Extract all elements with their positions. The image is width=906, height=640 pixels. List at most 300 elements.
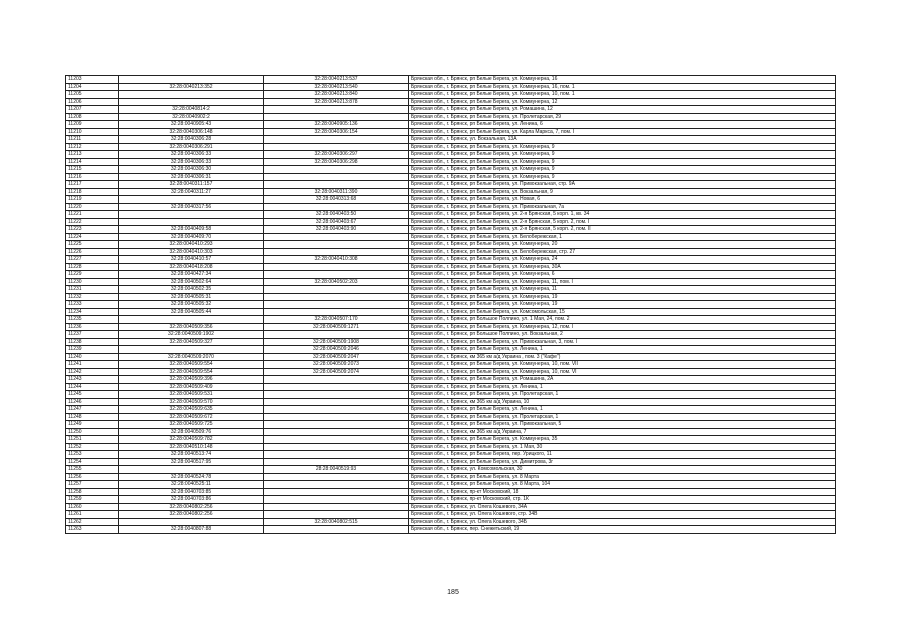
table-row (66, 83, 836, 91)
row-number-cell: 11254 (66, 458, 119, 466)
building-cadastral-number-cell (264, 421, 409, 429)
building-cadastral-number-cell (264, 173, 409, 181)
land-cadastral-number-cell: 32:28:0040505:44 (119, 308, 264, 316)
land-cadastral-number-cell: 32:28:0040505:32 (119, 301, 264, 309)
row-number-cell: 11242 (66, 368, 119, 376)
land-cadastral-number-cell (119, 316, 264, 324)
row-number-cell: 11246 (66, 398, 119, 406)
row-number-cell: 11261 (66, 511, 119, 519)
address-cell: Брянская обл., г. Брянск, рп Белые Берега, ул. Коммунерна, 30А (409, 263, 836, 271)
address-cell: Брянская обл., г. Брянск, рп Белые Берега, ул. Белобережская, 1 (409, 233, 836, 241)
land-cadastral-number-cell: 32:28:0040509:2070 (119, 353, 264, 361)
building-cadastral-number-cell (264, 511, 409, 519)
cadastral-register-table (65, 75, 836, 534)
row-number-cell: 11240 (66, 353, 119, 361)
address-cell: Брянская обл., г. Брянск, рп Белые Берега, ул. Коммунерна, 11, пом. I (409, 278, 836, 286)
table-row (66, 488, 836, 496)
land-cadastral-number-cell: 32:28:0040509:570 (119, 398, 264, 406)
land-cadastral-number-cell: 32:28:0040814:2 (119, 106, 264, 114)
row-number-cell: 11247 (66, 406, 119, 414)
building-cadastral-number-cell (264, 481, 409, 489)
table-row (66, 458, 836, 466)
address-cell: Брянская обл., г. Брянск, рп Белые Берега, ул. 2-я Брянская, 5 корп. 2, пом. I (409, 218, 836, 226)
row-number-cell: 11224 (66, 233, 119, 241)
address-cell: Брянская обл., г. Брянск, рп Белые Берега, ул. Коммунерна, 10, пом. 1 (409, 91, 836, 99)
table-row (66, 293, 836, 301)
address-cell: Брянская обл., г. Брянск, рп Белые Берега, ул. Коммунерна, 9 (409, 158, 836, 166)
row-number-cell: 11220 (66, 203, 119, 211)
land-cadastral-number-cell: 32:28:0040410:293 (119, 241, 264, 249)
table-row (66, 196, 836, 204)
address-cell: Брянская обл., г. Брянск, рп Белые Берега, ул. Коммунерна, 16, пом. 1 (409, 83, 836, 91)
table-row (66, 368, 836, 376)
row-number-cell: 11233 (66, 301, 119, 309)
row-number-cell: 11257 (66, 481, 119, 489)
land-cadastral-number-cell (119, 346, 264, 354)
building-cadastral-number-cell (264, 143, 409, 151)
address-cell: Брянская обл., г. Брянск, рп Белые Берега, ул. 2-я Брянская, 5 корп. 2, пом. II (409, 226, 836, 234)
table-row (66, 218, 836, 226)
address-cell: Брянская обл., г. Брянск, рп Белые Берега, ул. Вокзальная, 9 (409, 188, 836, 196)
building-cadastral-number-cell (264, 413, 409, 421)
address-cell: Брянская обл., г. Брянск, рп Белые Берега, ул. Коммунерна, 19 (409, 301, 836, 309)
address-cell: Брянская обл., г. Брянск, рп Белые Берега, ул. Ромашина, 2А (409, 376, 836, 384)
building-cadastral-number-cell (264, 436, 409, 444)
land-cadastral-number-cell (119, 518, 264, 526)
address-cell: Брянская обл., г. Брянск, рп Белые Берега, ул. Коммунерна, 9 (409, 166, 836, 174)
table-row (66, 421, 836, 429)
row-number-cell: 11256 (66, 473, 119, 481)
row-number-cell: 11210 (66, 128, 119, 136)
row-number-cell: 11231 (66, 286, 119, 294)
register-table-body (66, 76, 836, 534)
row-number-cell: 11216 (66, 173, 119, 181)
building-cadastral-number-cell: 32:28:0040403:50 (264, 211, 409, 219)
table-row (66, 211, 836, 219)
row-number-cell: 11236 (66, 323, 119, 331)
building-cadastral-number-cell: 32:28:0040213:840 (264, 91, 409, 99)
land-cadastral-number-cell: 32:28:0040509:356 (119, 323, 264, 331)
table-row (66, 466, 836, 474)
building-cadastral-number-cell: 32:28:0040313:68 (264, 196, 409, 204)
building-cadastral-number-cell (264, 383, 409, 391)
land-cadastral-number-cell (119, 98, 264, 106)
land-cadastral-number-cell: 32:28:0040410:303 (119, 248, 264, 256)
building-cadastral-number-cell (264, 181, 409, 189)
row-number-cell: 11211 (66, 136, 119, 144)
building-cadastral-number-cell: 32:28:0040306:297 (264, 151, 409, 159)
address-cell: Брянская обл., г. Брянск, рп Белые Берега, ул. Димитрова, 3г (409, 458, 836, 466)
land-cadastral-number-cell: 32:28:0040902:2 (119, 113, 264, 121)
building-cadastral-number-cell (264, 451, 409, 459)
table-row (66, 188, 836, 196)
address-cell: Брянская обл., г. Брянск, ул. Олега Кошевого, 34Б (409, 518, 836, 526)
building-cadastral-number-cell: 32:28:0040306:154 (264, 128, 409, 136)
row-number-cell: 11238 (66, 338, 119, 346)
row-number-cell: 11258 (66, 488, 119, 496)
land-cadastral-number-cell (119, 196, 264, 204)
row-number-cell: 11206 (66, 98, 119, 106)
table-row (66, 443, 836, 451)
address-cell: Брянская обл., г. Брянск, ул. Комсомольская, 30 (409, 466, 836, 474)
building-cadastral-number-cell (264, 488, 409, 496)
land-cadastral-number-cell: 32:28:0040306:33 (119, 158, 264, 166)
table-row (66, 203, 836, 211)
land-cadastral-number-cell: 32:28:0040509:1902 (119, 331, 264, 339)
address-cell: Брянская обл., г. Брянск, рп Белые Берега, ул. Карла Маркса, 7, пом. I (409, 128, 836, 136)
address-cell: Брянская обл., г. Брянск, рп Белые Берега, ул. Новая, 6 (409, 196, 836, 204)
building-cadastral-number-cell: 32:28:0040905:136 (264, 121, 409, 129)
building-cadastral-number-cell (264, 271, 409, 279)
table-row (66, 398, 836, 406)
row-number-cell: 11250 (66, 428, 119, 436)
land-cadastral-number-cell: 32:28:0040213:352 (119, 83, 264, 91)
land-cadastral-number-cell (119, 466, 264, 474)
row-number-cell: 11243 (66, 376, 119, 384)
row-number-cell: 11208 (66, 113, 119, 121)
address-cell: Брянская обл., г. Брянск, рп Белые Берега, ул. Привокзальная, стр. 9А (409, 181, 836, 189)
table-row (66, 241, 836, 249)
table-row (66, 361, 836, 369)
land-cadastral-number-cell: 32:28:0040802:256 (119, 511, 264, 519)
land-cadastral-number-cell: 32:28:0040306:31 (119, 173, 264, 181)
page-number: 185 (447, 589, 459, 596)
table-row (66, 526, 836, 534)
address-cell: Брянская обл., г. Брянск, рп Белые Берега, ул. Коммунерна, 11 (409, 286, 836, 294)
table-row (66, 316, 836, 324)
address-cell: Брянская обл., г. Брянск, рп Белые Берега, ул. Коммунерна, 9 (409, 151, 836, 159)
row-number-cell: 11255 (66, 466, 119, 474)
land-cadastral-number-cell: 32:28:0040509:327 (119, 338, 264, 346)
land-cadastral-number-cell: 32:28:0040509:635 (119, 406, 264, 414)
address-cell: Брянская обл., г. Брянск, рп Белые Берега, ул. Коммунерна, 16 (409, 76, 836, 84)
building-cadastral-number-cell (264, 428, 409, 436)
row-number-cell: 11226 (66, 248, 119, 256)
table-row (66, 263, 836, 271)
address-cell: Брянская обл., г. Брянск, рп Белые Берега, ул. Ленина, 1 (409, 346, 836, 354)
address-cell: Брянская обл., г. Брянск, рп Белые Берега, ул. Коммунерна, 9 (409, 143, 836, 151)
table-row (66, 181, 836, 189)
row-number-cell: 11227 (66, 256, 119, 264)
address-cell: Брянская обл., г. Брянск, рп Белые Берега, ул. 8 Марта (409, 473, 836, 481)
building-cadastral-number-cell: 28:28:0040519:93 (264, 466, 409, 474)
table-row (66, 436, 836, 444)
row-number-cell: 11241 (66, 361, 119, 369)
land-cadastral-number-cell: 32:28:0040509:672 (119, 413, 264, 421)
building-cadastral-number-cell (264, 106, 409, 114)
table-row (66, 226, 836, 234)
land-cadastral-number-cell: 32:28:0040517:95 (119, 458, 264, 466)
table-row (66, 98, 836, 106)
address-cell: Брянская обл., г. Брянск, рп Белые Берега, ул. Коммунерна, 19 (409, 293, 836, 301)
address-cell: Брянская обл., г. Брянск, пр-кт Московский, стр. 1К (409, 496, 836, 504)
row-number-cell: 11212 (66, 143, 119, 151)
row-number-cell: 11251 (66, 436, 119, 444)
table-row (66, 331, 836, 339)
row-number-cell: 11228 (66, 263, 119, 271)
table-row (66, 286, 836, 294)
building-cadastral-number-cell: 32:28:0040213:878 (264, 98, 409, 106)
land-cadastral-number-cell (119, 91, 264, 99)
address-cell: Брянская обл., г. Брянск, рп Белые Берега, ул. Пролетарская, 1 (409, 391, 836, 399)
address-cell: Брянская обл., г. Брянск, ул. Вокзальная, 13А (409, 136, 836, 144)
land-cadastral-number-cell: 32:28:0040510:148 (119, 443, 264, 451)
building-cadastral-number-cell (264, 308, 409, 316)
address-cell: Брянская обл., г. Брянск, ул. Олега Кошевого, 34А (409, 503, 836, 511)
land-cadastral-number-cell: 32:28:0040509:782 (119, 436, 264, 444)
land-cadastral-number-cell: 32:28:0040513:74 (119, 451, 264, 459)
row-number-cell: 11203 (66, 76, 119, 84)
row-number-cell: 11248 (66, 413, 119, 421)
building-cadastral-number-cell (264, 203, 409, 211)
building-cadastral-number-cell: 32:28:0040306:298 (264, 158, 409, 166)
table-row (66, 518, 836, 526)
table-row (66, 301, 836, 309)
table-row (66, 473, 836, 481)
row-number-cell: 11209 (66, 121, 119, 129)
address-cell: Брянская обл., г. Брянск, км 365 км а/д Украина , пом. 3 ("Кафе") (409, 353, 836, 361)
address-cell: Брянская обл., г. Брянск, рп Белые Берега, ул. Коммунерна, 35 (409, 436, 836, 444)
land-cadastral-number-cell: 32:28:0040311:157 (119, 181, 264, 189)
address-cell: Брянская обл., г. Брянск, рп Белые Берега, ул. 2-я Брянская, 5 корп. 1, кв. 34 (409, 211, 836, 219)
address-cell: Брянская обл., г. Брянск, км 365 км а/д Украина, 7 (409, 428, 836, 436)
building-cadastral-number-cell: 32:28:0040509:1908 (264, 338, 409, 346)
address-cell: Брянская обл., г. Брянск, рп Белые Берега, ул. Коммунерна, 12 (409, 98, 836, 106)
address-cell: Брянская обл., г. Брянск, рп Белые Берега, ул. Ленина, 1 (409, 383, 836, 391)
table-row (66, 113, 836, 121)
address-cell: Брянская обл., г. Брянск, рп Белые Берега, ул. Коммунерна, 24 (409, 256, 836, 264)
building-cadastral-number-cell: 32:28:0040509:2073 (264, 361, 409, 369)
land-cadastral-number-cell: 32:28:0040509:531 (119, 391, 264, 399)
row-number-cell: 11217 (66, 181, 119, 189)
row-number-cell: 11218 (66, 188, 119, 196)
table-row (66, 496, 836, 504)
table-row (66, 76, 836, 84)
table-row (66, 158, 836, 166)
row-number-cell: 11225 (66, 241, 119, 249)
land-cadastral-number-cell: 32:28:0040525:11 (119, 481, 264, 489)
row-number-cell: 11205 (66, 91, 119, 99)
table-row (66, 353, 836, 361)
table-row (66, 143, 836, 151)
land-cadastral-number-cell: 32:28:0040703:86 (119, 496, 264, 504)
address-cell: Брянская обл., г. Брянск, рп Белые Берега, ул. 1 Мая, 30 (409, 443, 836, 451)
address-cell: Брянская обл., г. Брянск, пер. Снежетьский, 19 (409, 526, 836, 534)
land-cadastral-number-cell: 32:28:0040306:291 (119, 143, 264, 151)
table-row (66, 248, 836, 256)
row-number-cell: 11232 (66, 293, 119, 301)
table-row (66, 391, 836, 399)
building-cadastral-number-cell: 32:28:0040410:308 (264, 256, 409, 264)
land-cadastral-number-cell: 32:28:0040502:35 (119, 286, 264, 294)
row-number-cell: 11213 (66, 151, 119, 159)
building-cadastral-number-cell: 32:28:0040802:515 (264, 518, 409, 526)
row-number-cell: 11237 (66, 331, 119, 339)
address-cell: Брянская обл., г. Брянск, рп Белые Берега, ул. 8 Марта, 104 (409, 481, 836, 489)
address-cell: Брянская обл., г. Брянск, рп Белые Берега, ул. Ромашина, 12 (409, 106, 836, 114)
address-cell: Брянская обл., г. Брянск, рп Белые Берега, ул. Коммунерна, 10, пом. VII (409, 361, 836, 369)
table-row (66, 271, 836, 279)
land-cadastral-number-cell: 32:28:0040509:554 (119, 361, 264, 369)
building-cadastral-number-cell: 32:28:0040403:90 (264, 226, 409, 234)
table-row (66, 151, 836, 159)
building-cadastral-number-cell (264, 248, 409, 256)
land-cadastral-number-cell: 32:28:0040509:76 (119, 428, 264, 436)
table-row (66, 121, 836, 129)
address-cell: Брянская обл., г. Брянск, рп Белые Берега, ул. Коммунерна, 10, пом. VI (409, 368, 836, 376)
address-cell: Брянская обл., г. Брянск, рп Белые Берега, ул. Коммунерна, 20 (409, 241, 836, 249)
address-cell: Брянская обл., г. Брянск, рп Белые Берега, ул. Привокзальная, 5 (409, 421, 836, 429)
row-number-cell: 11249 (66, 421, 119, 429)
table-row (66, 503, 836, 511)
land-cadastral-number-cell: 32:28:0040807:88 (119, 526, 264, 534)
land-cadastral-number-cell: 32:28:0040311:27 (119, 188, 264, 196)
address-cell: Брянская обл., г. Брянск, км 365 км а/д Украина, 10 (409, 398, 836, 406)
building-cadastral-number-cell (264, 136, 409, 144)
row-number-cell: 11221 (66, 211, 119, 219)
address-cell: Брянская обл., г. Брянск, рп Белые Берега, пер. Урицкого, 11 (409, 451, 836, 459)
address-cell: Брянская обл., г. Брянск, пр-кт Московский, 18 (409, 488, 836, 496)
row-number-cell: 11262 (66, 518, 119, 526)
address-cell: Брянская обл., г. Брянск, рп Белые Берега, ул. Ленина, 1 (409, 406, 836, 414)
address-cell: Брянская обл., г. Брянск, рп Белые Берега, ул. Привокзальная, 3, пом. I (409, 338, 836, 346)
building-cadastral-number-cell (264, 526, 409, 534)
table-row (66, 376, 836, 384)
land-cadastral-number-cell: 32:28:0040509:725 (119, 421, 264, 429)
row-number-cell: 11245 (66, 391, 119, 399)
building-cadastral-number-cell: 32:28:0040213:537 (264, 76, 409, 84)
building-cadastral-number-cell (264, 503, 409, 511)
table-row (66, 338, 836, 346)
building-cadastral-number-cell: 32:28:0040509:2047 (264, 353, 409, 361)
table-row (66, 166, 836, 174)
row-number-cell: 11252 (66, 443, 119, 451)
land-cadastral-number-cell: 32:28:0040905:43 (119, 121, 264, 129)
table-row (66, 413, 836, 421)
row-number-cell: 11219 (66, 196, 119, 204)
building-cadastral-number-cell (264, 233, 409, 241)
row-number-cell: 11204 (66, 83, 119, 91)
land-cadastral-number-cell: 32:28:0040427:34 (119, 271, 264, 279)
building-cadastral-number-cell (264, 166, 409, 174)
row-number-cell: 11260 (66, 503, 119, 511)
table-row (66, 383, 836, 391)
address-cell: Брянская обл., г. Брянск, ул. Олега Кошевого, стр. 34В (409, 511, 836, 519)
building-cadastral-number-cell (264, 443, 409, 451)
table-row (66, 233, 836, 241)
table-row (66, 308, 836, 316)
land-cadastral-number-cell: 32:28:0040306:30 (119, 166, 264, 174)
row-number-cell: 11234 (66, 308, 119, 316)
building-cadastral-number-cell (264, 331, 409, 339)
row-number-cell: 11235 (66, 316, 119, 324)
building-cadastral-number-cell: 32:28:0040509:2074 (264, 368, 409, 376)
land-cadastral-number-cell: 32:28:0040409:70 (119, 233, 264, 241)
row-number-cell: 11222 (66, 218, 119, 226)
land-cadastral-number-cell: 32:28:0040802:256 (119, 503, 264, 511)
address-cell: Брянская обл., г. Брянск, рп Белые Берега, ул. Ленина, 6 (409, 121, 836, 129)
table-row (66, 278, 836, 286)
land-cadastral-number-cell: 32:28:0040509:396 (119, 376, 264, 384)
address-cell: Брянская обл., г. Брянск, рп Белые Берега, ул. Комсомольская, 15 (409, 308, 836, 316)
land-cadastral-number-cell (119, 76, 264, 84)
land-cadastral-number-cell: 32:28:0040317:56 (119, 203, 264, 211)
address-cell: Брянская обл., г. Брянск, рп Белые Берега, ул. Пролетарская, 1 (409, 413, 836, 421)
building-cadastral-number-cell: 32:28:0040509:1271 (264, 323, 409, 331)
land-cadastral-number-cell: 32:28:0040306:33 (119, 151, 264, 159)
row-number-cell: 11263 (66, 526, 119, 534)
address-cell: Брянская обл., г. Брянск, рп Большое Полпино, ул. 1 Мая, 24, пом. 2 (409, 316, 836, 324)
land-cadastral-number-cell: 32:28:0040418:208 (119, 263, 264, 271)
row-number-cell: 11215 (66, 166, 119, 174)
address-cell: Брянская обл., г. Брянск, рп Большое Полпино, ул. Вокзальная, 2 (409, 331, 836, 339)
row-number-cell: 11239 (66, 346, 119, 354)
building-cadastral-number-cell (264, 473, 409, 481)
land-cadastral-number-cell: 32:28:0040509:409 (119, 383, 264, 391)
address-cell: Брянская обл., г. Брянск, рп Белые Берега, ул. Пролетарская, 29 (409, 113, 836, 121)
table-row (66, 173, 836, 181)
building-cadastral-number-cell (264, 376, 409, 384)
table-row (66, 481, 836, 489)
land-cadastral-number-cell: 32:28:0040306:148 (119, 128, 264, 136)
building-cadastral-number-cell: 32:28:0040213:540 (264, 83, 409, 91)
building-cadastral-number-cell (264, 391, 409, 399)
land-cadastral-number-cell: 32:28:0040703:85 (119, 488, 264, 496)
building-cadastral-number-cell (264, 113, 409, 121)
building-cadastral-number-cell: 32:28:0040502:203 (264, 278, 409, 286)
table-row (66, 406, 836, 414)
land-cadastral-number-cell: 32:28:0040502:64 (119, 278, 264, 286)
land-cadastral-number-cell (119, 211, 264, 219)
building-cadastral-number-cell: 32:28:0040509:2046 (264, 346, 409, 354)
row-number-cell: 11229 (66, 271, 119, 279)
building-cadastral-number-cell (264, 301, 409, 309)
address-cell: Брянская обл., г. Брянск, рп Белые Берега, ул. Коммунерна, 6 (409, 271, 836, 279)
building-cadastral-number-cell (264, 406, 409, 414)
table-row (66, 511, 836, 519)
table-row (66, 91, 836, 99)
building-cadastral-number-cell: 32:28:0040403:67 (264, 218, 409, 226)
row-number-cell: 11207 (66, 106, 119, 114)
building-cadastral-number-cell (264, 263, 409, 271)
table-row (66, 346, 836, 354)
address-cell: Брянская обл., г. Брянск, рп Белые Берега, ул. Коммунерна, 9 (409, 173, 836, 181)
table-row (66, 256, 836, 264)
address-cell: Брянская обл., г. Брянск, рп Белые Берега, ул. Коммунерна, 12, пом. I (409, 323, 836, 331)
address-cell: Брянская обл., г. Брянск, рп Белые Берега, ул. Привокзальная, 7а (409, 203, 836, 211)
table-row (66, 451, 836, 459)
building-cadastral-number-cell (264, 458, 409, 466)
table-row (66, 128, 836, 136)
row-number-cell: 11223 (66, 226, 119, 234)
land-cadastral-number-cell: 32:28:0040306:28 (119, 136, 264, 144)
table-row (66, 428, 836, 436)
row-number-cell: 11214 (66, 158, 119, 166)
address-cell: Брянская обл., г. Брянск, рп Белые Берега, ул. Белобережская, стр. 27 (409, 248, 836, 256)
row-number-cell: 11244 (66, 383, 119, 391)
building-cadastral-number-cell: 32:28:0040311:390 (264, 188, 409, 196)
row-number-cell: 11230 (66, 278, 119, 286)
building-cadastral-number-cell (264, 293, 409, 301)
land-cadastral-number-cell: 32:28:0040509:554 (119, 368, 264, 376)
land-cadastral-number-cell: 32:28:0040409:58 (119, 226, 264, 234)
building-cadastral-number-cell (264, 398, 409, 406)
table-row (66, 106, 836, 114)
land-cadastral-number-cell: 32:28:0040410:57 (119, 256, 264, 264)
building-cadastral-number-cell (264, 496, 409, 504)
building-cadastral-number-cell (264, 286, 409, 294)
row-number-cell: 11259 (66, 496, 119, 504)
